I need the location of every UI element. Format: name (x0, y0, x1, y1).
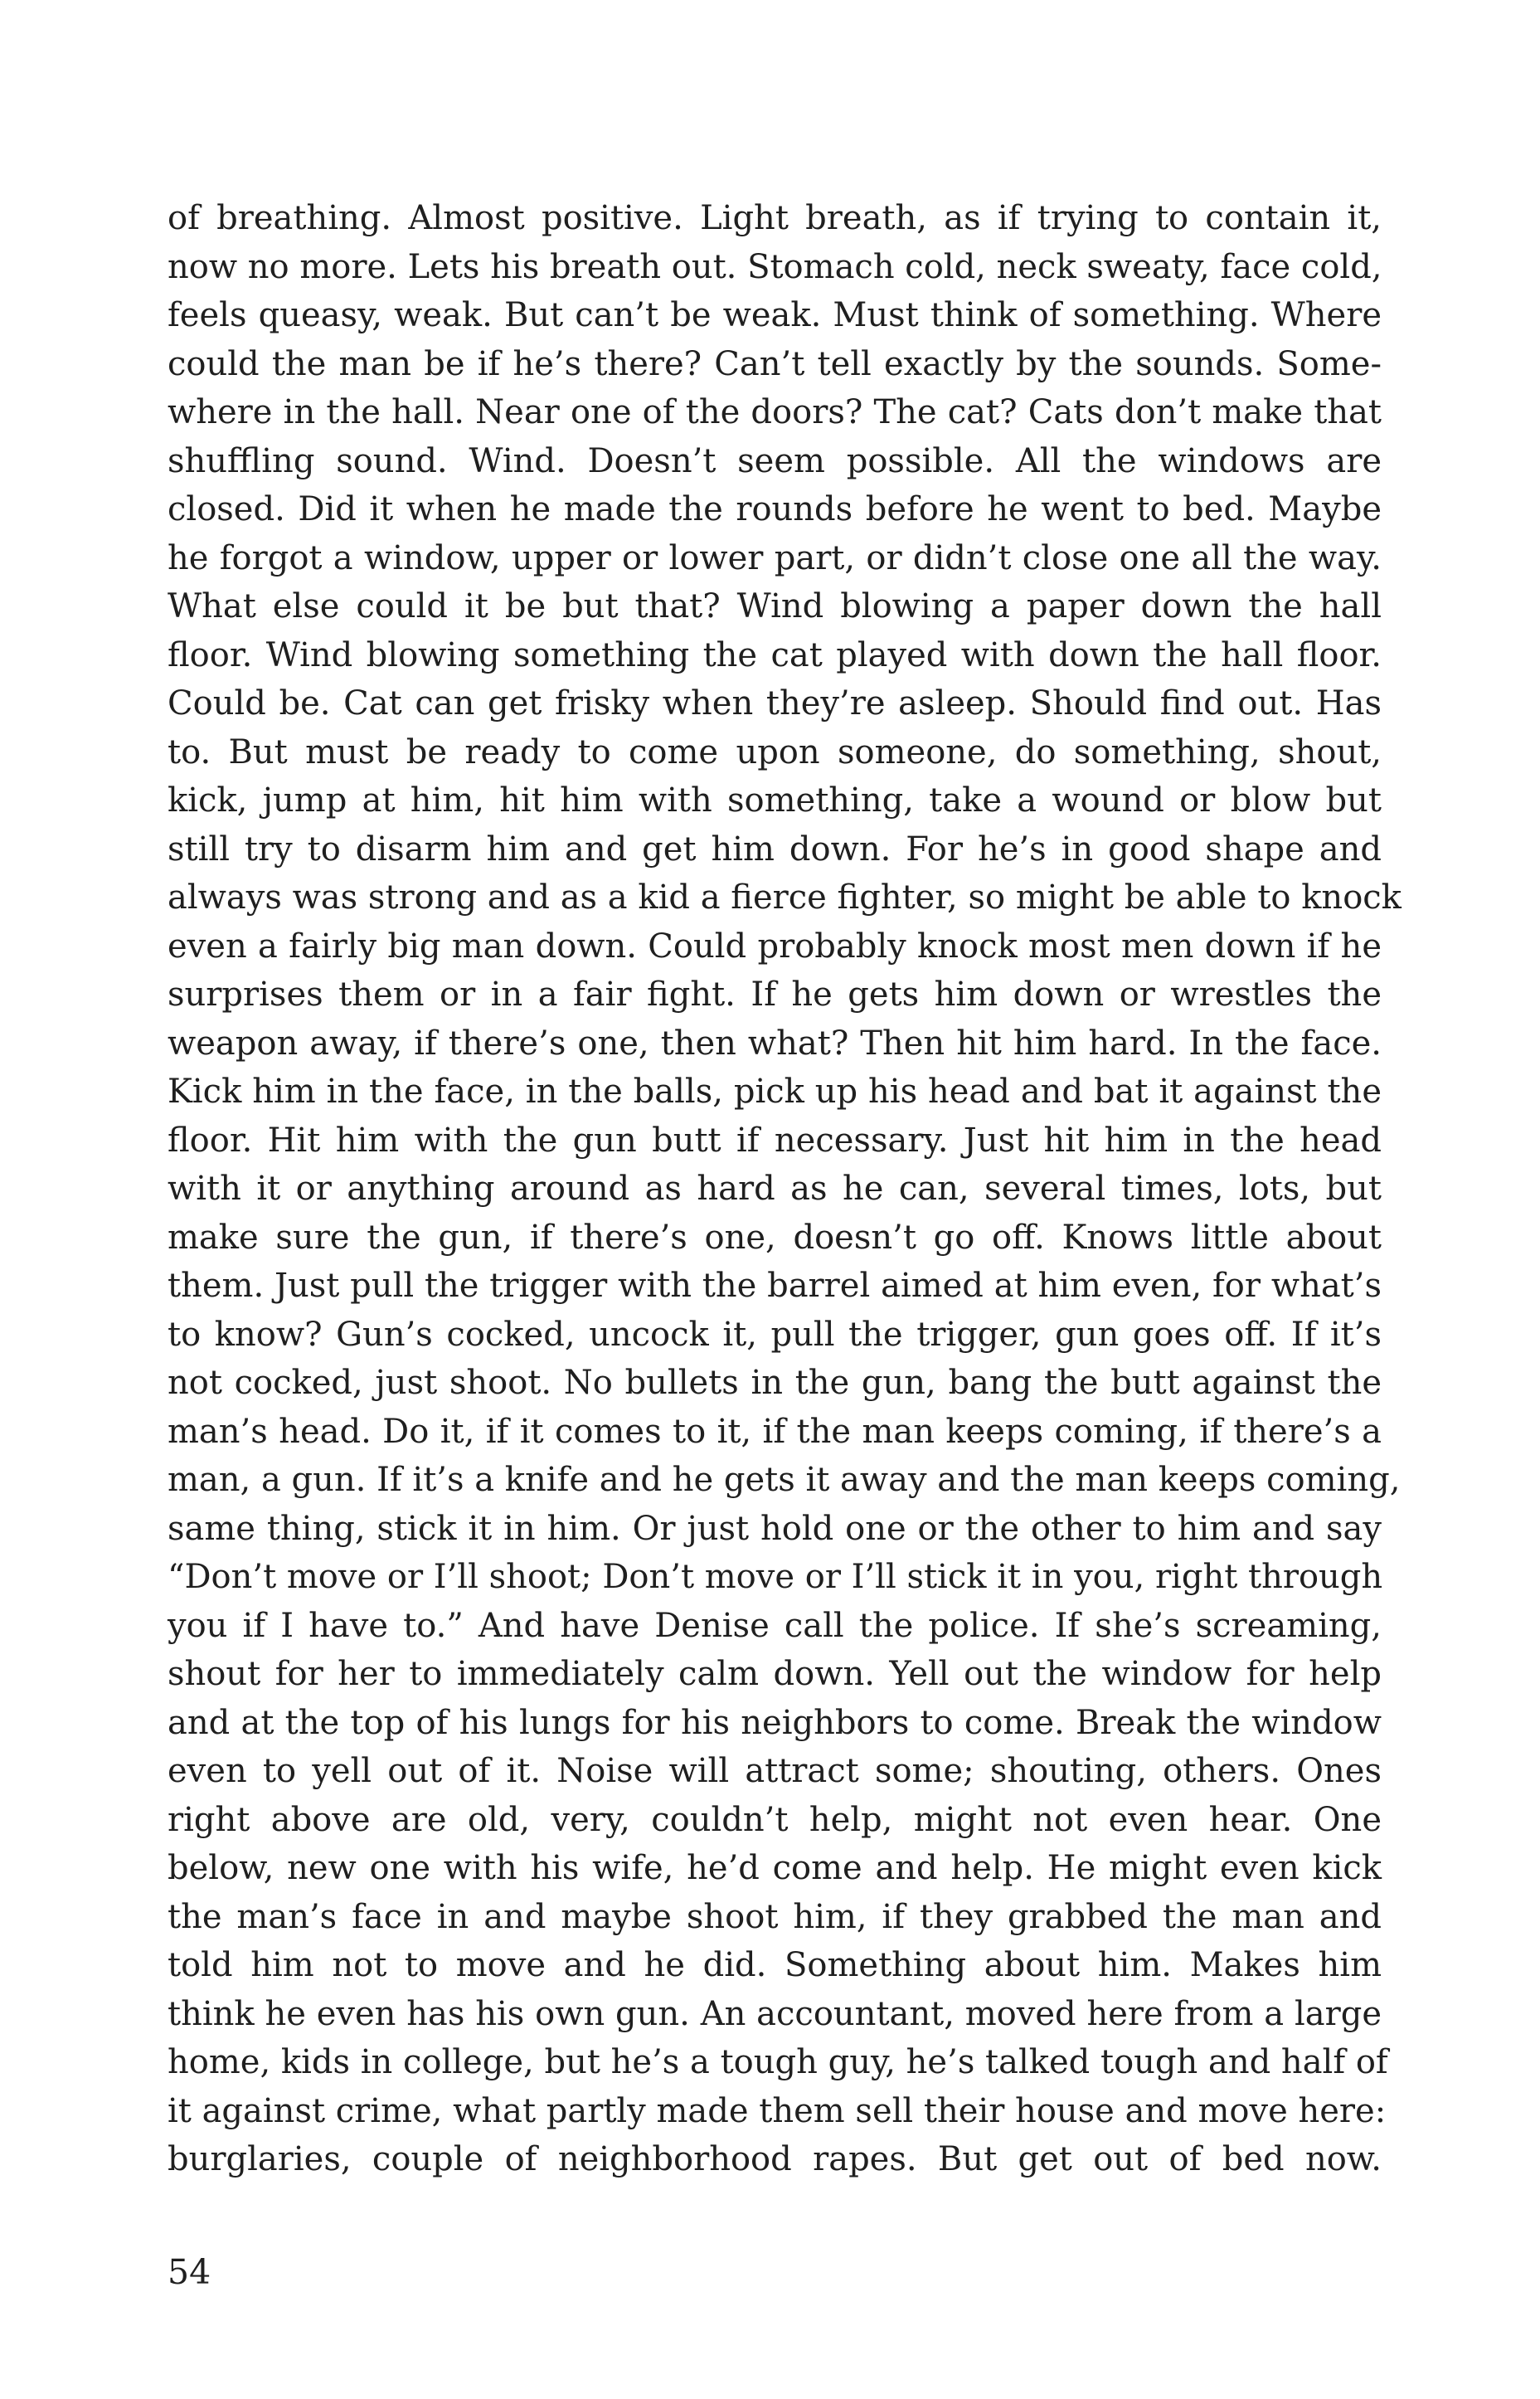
text-line: below, new one with his wife, he’d come and help. He might even kick (168, 1849, 1382, 1887)
text-line: still try to disarm him and get him down. For he’s in good shape and (168, 830, 1382, 869)
text-line: think he even has his own gun. An accountant, moved here from a large (168, 1994, 1382, 2033)
text-line: to know? Gun’s cocked, uncock it, pull the trigger, gun goes off. If it’s (168, 1315, 1382, 1354)
text-line: kick, jump at him, hit him with something, take a wound or blow but (168, 781, 1382, 820)
text-line: make sure the gun, if there’s one, doesn’t go off. Knows little about (168, 1218, 1382, 1257)
text-line: man’s head. Do it, if it comes to it, if the man keeps coming, if there’s a (168, 1412, 1382, 1451)
text-line: where in the hall. Near one of the doors? The cat? Cats don’t make that (168, 393, 1382, 431)
text-line: floor. Hit him with the gun butt if necessary. Just hit him in the head (168, 1121, 1382, 1160)
text-line: could the man be if he’s there? Can’t tell exactly by the sounds. Some- (168, 344, 1382, 383)
text-line: the man’s face in and maybe shoot him, if they grabbed the man and (168, 1897, 1382, 1936)
text-line: home, kids in college, but he’s a tough guy, he’s talked tough and half of (168, 2043, 1388, 2081)
text-line: you if I have to.” And have Denise call the police. If she’s screaming, (168, 1606, 1382, 1645)
text-line: he forgot a window, upper or lower part, or didn’t close one all the way. (168, 538, 1382, 577)
text-line: weapon away, if there’s one, then what? Then hit him hard. In the face. (168, 1024, 1382, 1063)
text-line: now no more. Lets his breath out. Stomach cold, neck sweaty, face cold, (168, 247, 1382, 286)
text-line: floor. Wind blowing something the cat played with down the hall floor. (168, 635, 1382, 674)
text-line: and at the top of his lungs for his neighbors to come. Break the window (168, 1703, 1382, 1742)
text-line: with it or anything around as hard as he can, several times, lots, but (168, 1170, 1382, 1208)
text-line: surprises them or in a fair fight. If he gets him down or wrestles the (168, 976, 1382, 1014)
text-line: Kick him in the face, in the balls, pick up his head and bat it against the (168, 1073, 1382, 1111)
text-line: man, a gun. If it’s a knife and he gets it away and the man keeps coming, (168, 1461, 1401, 1499)
text-line: closed. Did it when he made the rounds before he went to bed. Maybe (168, 490, 1382, 528)
body-text (168, 194, 1402, 2184)
page-number: 54 (168, 2252, 211, 2292)
text-line: even to yell out of it. Noise will attract some; shouting, others. Ones (168, 1752, 1382, 1790)
text-line: of breathing. Almost positive. Light breath, as if trying to contain it, (168, 199, 1382, 237)
text-line: not cocked, just shoot. No bullets in the gun, bang the butt against the (168, 1364, 1382, 1402)
text-line: “Don’t move or I’ll shoot; Don’t move or I’ll stick it in you, right through (168, 1558, 1383, 1596)
text-line: feels queasy, weak. But can’t be weak. Must think of something. Where (168, 296, 1382, 334)
text-line: shout for her to immediately calm down. Yell out the window for help (168, 1655, 1382, 1693)
text-line: Could be. Cat can get frisky when they’re asleep. Should find out. Has (168, 684, 1382, 723)
text-line: even a fairly big man down. Could probably knock most men down if he (168, 927, 1382, 966)
text-line: right above are old, very, couldn’t help, might not even hear. One (168, 1800, 1382, 1839)
text-line: What else could it be but that? Wind blowing a paper down the hall (168, 587, 1382, 625)
text-line: told him not to move and he did. Something about him. Makes him (168, 1946, 1382, 1984)
text-line: it against crime, what partly made them sell their house and move here: (168, 2091, 1387, 2130)
text-line: burglaries, couple of neighborhood rapes. But get out of bed now. (168, 2140, 1382, 2178)
text-line: to. But must be ready to come upon someone, do something, shout, (168, 732, 1382, 771)
text-line: same thing, stick it in him. Or just hold one or the other to him and say (168, 1509, 1382, 1548)
text-line: always was strong and as a kid a fierce fighter, so might be able to knock (168, 878, 1402, 917)
text-line: them. Just pull the trigger with the barrel aimed at him even, for what’s (168, 1267, 1382, 1305)
text-line: shuffling sound. Wind. Doesn’t seem possible. All the windows are (168, 441, 1382, 480)
